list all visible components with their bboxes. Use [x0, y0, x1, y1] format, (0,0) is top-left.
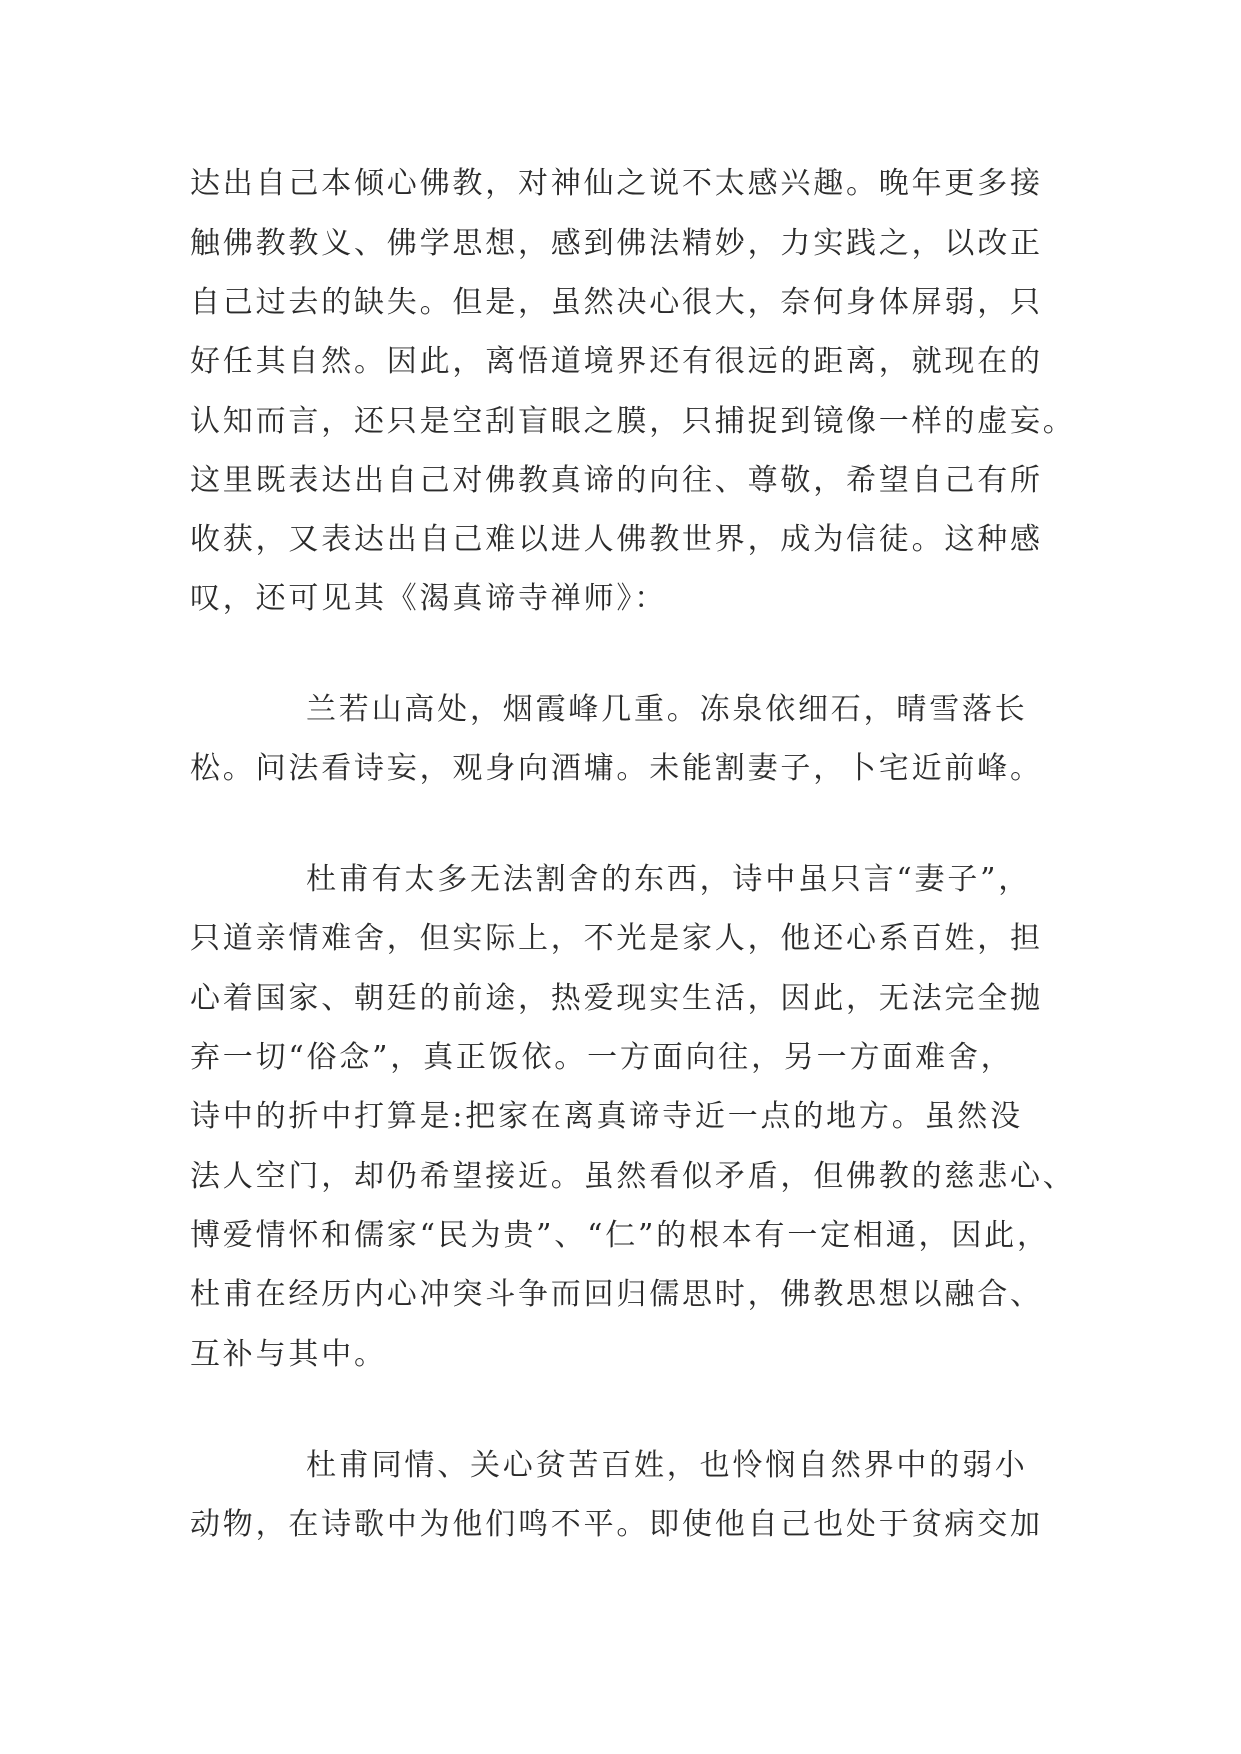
- text-line: 博爱情怀和儒家“民为贵”、“仁”的根本有一定相通，因此，: [190, 1218, 1050, 1253]
- text-line: 互补与其中。: [190, 1337, 387, 1372]
- text-line: 自己过去的缺失。但是，虽然决心很大，奈何身体屏弱，只: [190, 285, 1043, 320]
- text-line: 弃一切“俗念”，真正饭依。一方面向往，另一方面难舍，: [190, 1040, 1014, 1075]
- text-line: 认知而言，还只是空刮盲眼之膜，只捕捉到镜像一样的虚妄。: [190, 404, 1076, 439]
- text-line: 心着国家、朝廷的前途，热爱现实生活，因此，无法完全抛: [190, 981, 1043, 1016]
- text-line: 杜甫在经历内心冲突斗争而回归儒思时，佛教思想以融合、: [190, 1277, 1043, 1312]
- text-line: 达出自己本倾心佛教，对神仙之说不太感兴趣。晚年更多接: [190, 166, 1043, 201]
- text-line: 动物，在诗歌中为他们鸣不平。即使他自己也处于贫病交加: [190, 1507, 1043, 1542]
- text-line: 杜甫同情、关心贫苦百姓，也怜悯自然界中的弱小: [306, 1448, 1028, 1483]
- text-line: 这里既表达出自己对佛教真谛的向往、尊敬，希望自己有所: [190, 463, 1043, 498]
- text-line: 收获，又表达出自己难以进人佛教世界，成为信徒。这种感: [190, 522, 1043, 557]
- text-line: 触佛教教义、佛学思想，感到佛法精妙，力实践之，以改正: [190, 226, 1043, 261]
- text-line: 诗中的折中打算是:把家在离真谛寺近一点的地方。虽然没: [190, 1099, 1023, 1134]
- text-line: 法人空门，却仍希望接近。虽然看似矛盾，但佛教的慈悲心、: [190, 1159, 1076, 1194]
- poem-line: 松。问法看诗妄，观身向酒墉。未能割妻子，卜宅近前峰。: [190, 751, 1043, 786]
- text-line: 杜甫有太多无法割舍的东西，诗中虽只言“妻子”，: [306, 862, 1032, 897]
- text-line: 好任其自然。因此，离悟道境界还有很远的距离，就现在的: [190, 344, 1043, 379]
- poem-line: 兰若山高处，烟霞峰几重。冻泉依细石，晴雪落长: [306, 692, 1028, 727]
- text-line: 叹，还可见其《渴真谛寺禅师》：: [190, 581, 667, 616]
- text-line: 只道亲情难舍，但实际上，不光是家人，他还心系百姓，担: [190, 921, 1043, 956]
